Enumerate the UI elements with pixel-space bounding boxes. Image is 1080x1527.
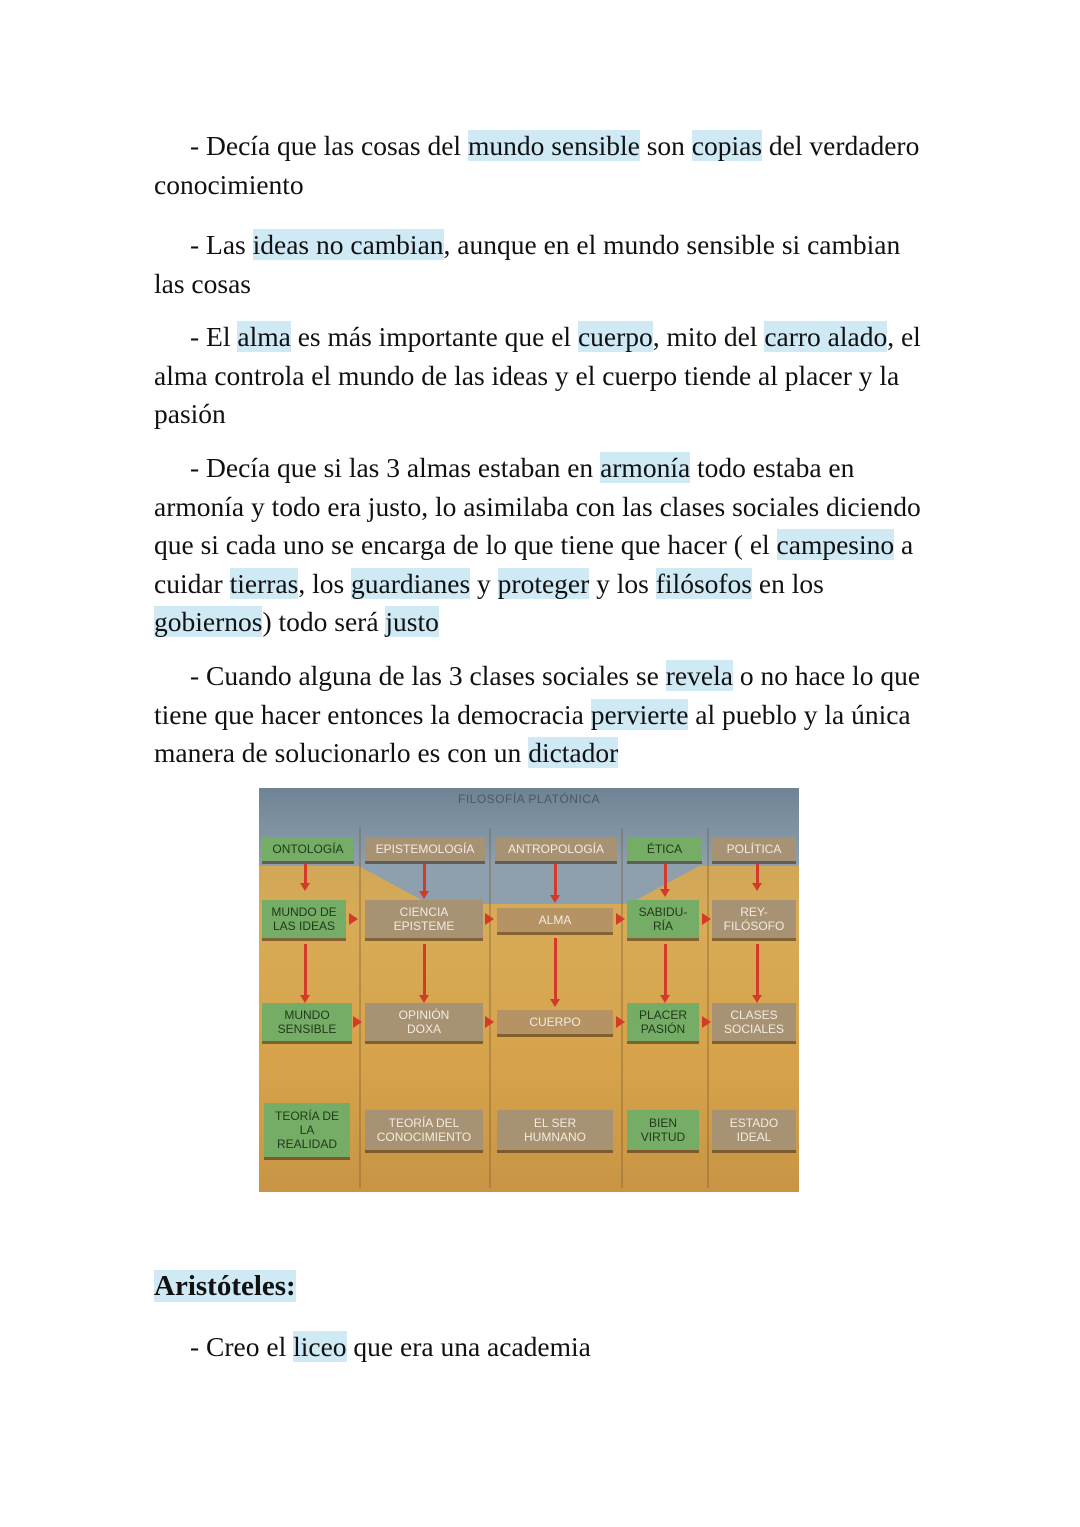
highlighted-term: guardianes	[351, 567, 471, 599]
column-separator	[621, 828, 623, 1188]
arrow-right	[485, 1016, 494, 1028]
box-sabiduria: SABIDU- RÍA	[627, 900, 699, 938]
column-separator	[359, 828, 361, 1188]
paragraph-alma-cuerpo	[154, 318, 934, 434]
highlighted-term: alma	[237, 321, 291, 352]
arrow-down	[664, 944, 667, 996]
arrow-right	[349, 913, 358, 925]
box-estado-ideal: ESTADO IDEAL	[712, 1110, 796, 1150]
text-segment: y	[470, 567, 498, 599]
arrow-down	[756, 864, 759, 884]
arrow-down	[756, 944, 759, 996]
box-cuerpo: CUERPO	[497, 1010, 613, 1034]
box-placer-pasion: PLACER PASIÓN	[627, 1003, 699, 1041]
text-segment: , el alma controla el mundo de las ideas y el cuerpo tiende al placer y la pasión	[154, 321, 921, 430]
highlighted-term: pervierte	[590, 698, 689, 730]
highlighted-term: proteger	[497, 567, 590, 599]
arrow-right	[616, 1016, 625, 1028]
section-heading-aristoteles	[154, 1266, 296, 1306]
highlighted-term: mundo sensible	[467, 130, 640, 161]
highlighted-term: armonía	[600, 452, 691, 483]
box-alma: ALMA	[497, 908, 613, 932]
highlighted-term: revela	[665, 660, 733, 691]
arrow-right	[702, 1016, 711, 1028]
box-ciencia-episteme: CIENCIA EPISTEME	[365, 900, 483, 938]
arrow-down	[423, 864, 426, 892]
header-ontologia: ONTOLOGÍA	[262, 837, 354, 861]
text-segment: - Las	[190, 229, 253, 260]
paragraph-ideas-no-cambian	[154, 226, 934, 303]
highlighted-term: justo	[385, 606, 439, 638]
box-teoria-conocimiento: TEORÍA DEL CONOCIMIENTO	[365, 1110, 483, 1150]
text-segment: a cuidar	[154, 529, 914, 599]
arrow-down	[664, 864, 667, 890]
text-segment: - Decía que las cosas del	[190, 130, 468, 161]
highlighted-term: campesino	[776, 529, 895, 561]
diagram-title: FILOSOFÍA PLATÓNICA	[458, 792, 600, 806]
text-segment: - Decía que si las 3 almas estaban en	[190, 452, 601, 483]
text-segment: es más importante que el	[290, 321, 578, 352]
heading-highlight: Aristóteles:	[154, 1270, 296, 1302]
text-segment: y los	[589, 567, 656, 599]
paragraph-armonia	[154, 449, 934, 642]
text-segment: , los	[298, 567, 352, 599]
highlighted-term: liceo	[293, 1331, 347, 1362]
platonic-philosophy-diagram	[259, 788, 799, 1192]
arrow-down	[554, 864, 557, 896]
text-segment: o no hace lo que tiene que hacer entonces la democracia	[154, 660, 921, 730]
paragraph-mundo-sensible	[154, 127, 934, 204]
arrow-down	[304, 944, 307, 996]
text-segment: ) todo será	[262, 606, 386, 638]
arrow-right	[353, 1016, 362, 1028]
box-ser-humano: EL SER HUMNANO	[497, 1110, 613, 1150]
text-segment: son	[639, 130, 692, 161]
text-segment: , mito del	[652, 321, 765, 352]
text-segment: , aunque en el mundo sensible si cambian las cosas	[154, 229, 901, 299]
box-bien-virtud: BIEN VIRTUD	[627, 1110, 699, 1150]
header-epistemologia: EPISTEMOLOGÍA	[365, 837, 485, 861]
text-segment: - Cuando alguna de las 3 clases sociales se	[190, 660, 666, 691]
arrow-down	[423, 944, 426, 996]
text-segment: del verdadero conocimiento	[154, 130, 920, 200]
text-segment: todo estaba en armonía y todo era justo, lo asimilaba con las clases sociales diciendo que si cada uno se encarga de lo que tiene que hacer ( el	[154, 452, 921, 561]
box-teoria-realidad: TEORÍA DE LA REALIDAD	[264, 1103, 350, 1157]
highlighted-term: dictador	[528, 737, 619, 769]
header-antropologia: ANTROPOLOGÍA	[495, 837, 617, 861]
box-clases-sociales: CLASES SOCIALES	[712, 1003, 796, 1041]
column-separator	[707, 828, 709, 1188]
box-rey-filosofo: REY- FILÓSOFO	[712, 900, 796, 938]
paragraph-liceo	[154, 1328, 934, 1367]
highlighted-term: filósofos	[655, 567, 752, 599]
arrow-right	[702, 913, 711, 925]
highlighted-term: cuerpo	[577, 321, 653, 352]
header-etica: ÉTICA	[627, 837, 702, 861]
column-separator	[489, 828, 491, 1188]
highlighted-term: ideas no cambian	[252, 229, 444, 260]
header-politica: POLÍTICA	[712, 837, 796, 861]
highlighted-term: copias	[691, 130, 763, 161]
text-segment: al pueblo y la única manera de solucionarlo es con un	[154, 698, 911, 769]
highlighted-term: gobiernos	[154, 606, 263, 638]
paragraph-democracia	[154, 657, 934, 773]
box-mundo-sensible: MUNDO SENSIBLE	[262, 1003, 352, 1041]
box-mundo-ideas: MUNDO DE LAS IDEAS	[262, 900, 346, 938]
box-opinion-doxa: OPINIÓN DOXA	[365, 1003, 483, 1041]
text-segment: que era una academia	[346, 1331, 591, 1362]
text-segment: - Creo el	[190, 1331, 294, 1362]
text-segment: en los	[752, 567, 824, 599]
arrow-down	[554, 938, 557, 1000]
highlighted-term: carro alado	[764, 321, 888, 352]
highlighted-term: tierras	[229, 567, 299, 599]
arrow-right	[485, 913, 494, 925]
arrow-right	[616, 913, 625, 925]
text-segment: - El	[190, 321, 238, 352]
arrow-down	[304, 864, 307, 884]
